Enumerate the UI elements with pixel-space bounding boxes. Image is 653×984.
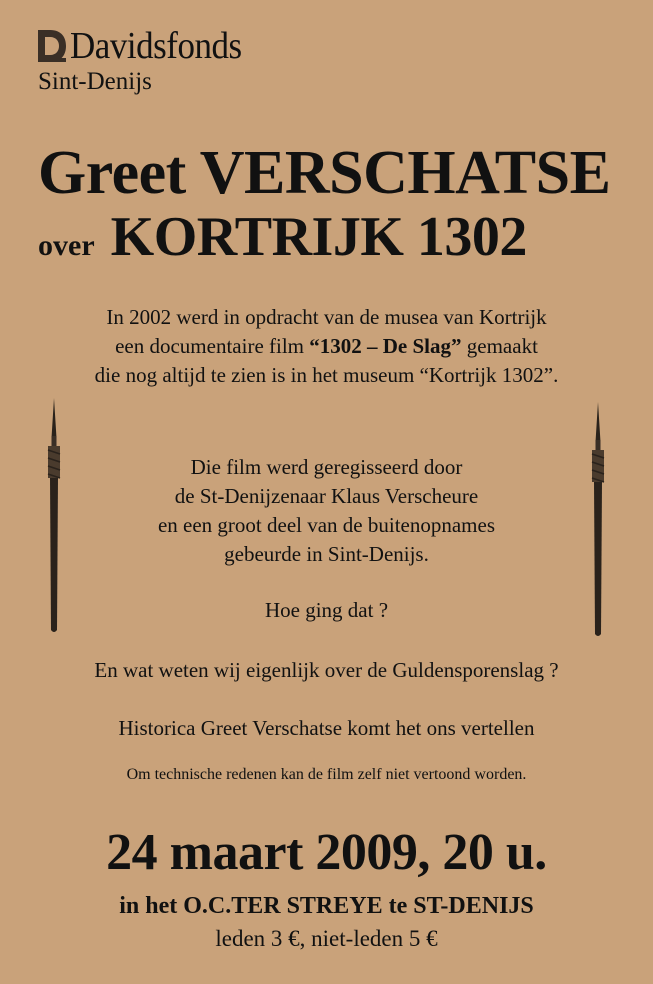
director-line: de St-Denijzenaar Klaus Verscheure — [174, 484, 479, 508]
director-line: en een groot deel van de buitenopnames — [157, 513, 496, 537]
subject-name: KORTRIJK 1302 — [110, 206, 527, 268]
director-paragraph — [0, 453, 653, 569]
subject-title — [38, 205, 527, 269]
speaker-title: Greet VERSCHATSE — [38, 139, 611, 207]
intro-paragraph — [0, 303, 653, 390]
event-venue: in het O.C.TER STREYE te ST-DENIJS — [119, 893, 534, 919]
logo-location: Sint-Denijs — [38, 68, 152, 95]
intro-text: een documentaire film — [115, 334, 310, 358]
question-text: Hoe ging dat ? — [264, 598, 389, 622]
intro-line: In 2002 werd in opdracht van de musea van Kortrijk — [106, 305, 547, 329]
intro-text: gemaakt — [461, 334, 538, 358]
intro-line — [0, 332, 653, 361]
film-title: “1302 – De Slag” — [309, 334, 462, 358]
director-line: Die film werd geregisseerd door — [190, 455, 463, 479]
left-spear-icon — [36, 398, 72, 634]
event-price: leden 3 €, niet-leden 5 € — [215, 926, 438, 951]
director-line: gebeurde in Sint-Denijs. — [224, 542, 429, 566]
logo-brand-name: Davidsfonds — [70, 25, 242, 67]
davidsfonds-d-logo-icon — [36, 28, 68, 64]
event-date: 24 maart 2009, 20 u. — [106, 824, 547, 881]
disclaimer-note: Om technische redenen kan de film zelf niet vertoond worden. — [126, 766, 527, 783]
intro-line: die nog altijd te zien is in het museum “Kortrijk 1302”. — [94, 363, 559, 387]
speaker-intro: Historica Greet Verschatse komt het ons vertellen — [118, 716, 535, 740]
subject-prefix: over — [38, 229, 95, 262]
question-guldensporenslag: En wat weten wij eigenlijk over de Guldensporenslag ? — [94, 658, 559, 682]
right-spear-icon — [580, 402, 616, 638]
